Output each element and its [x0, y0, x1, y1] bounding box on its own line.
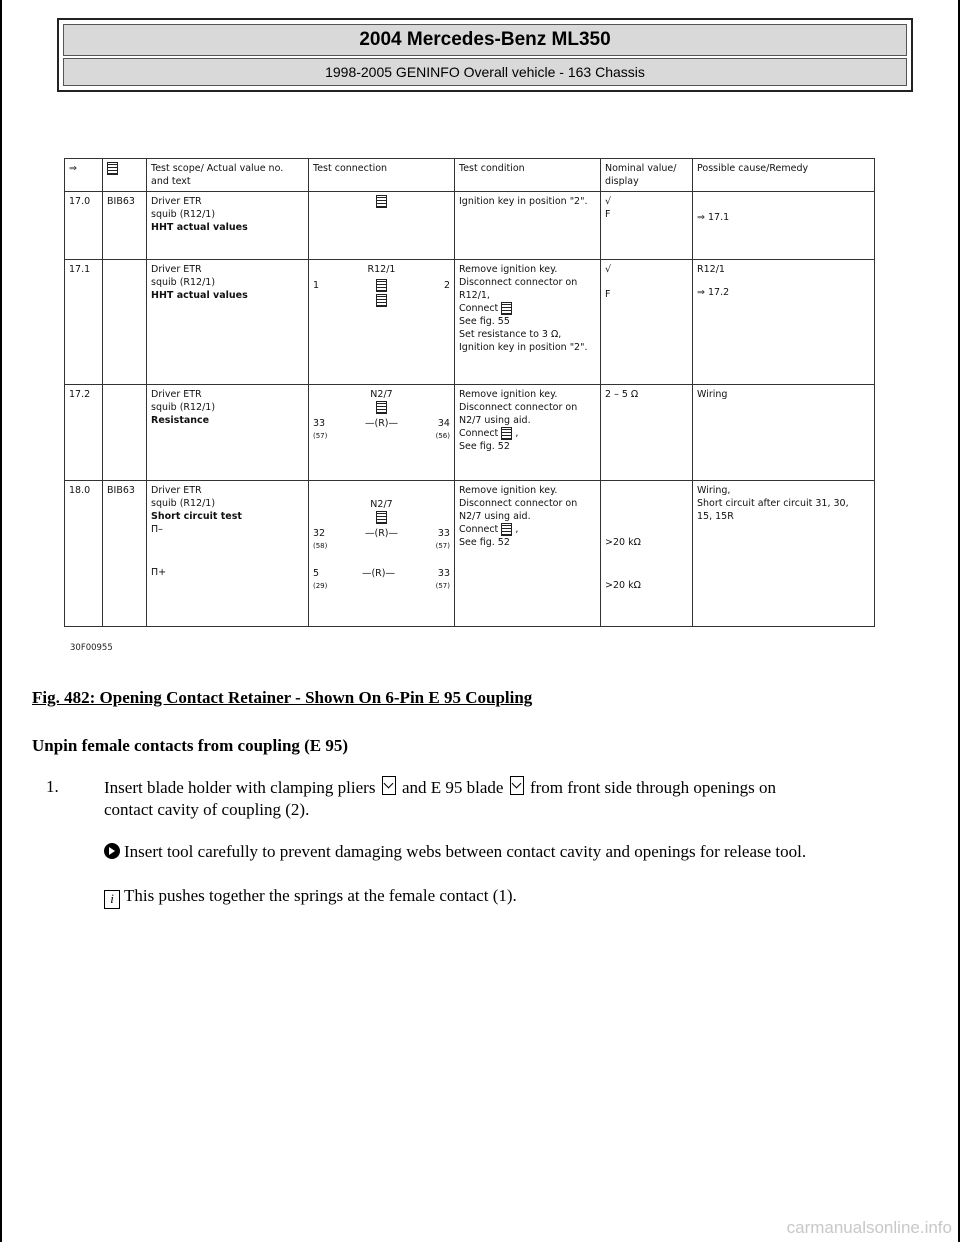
info-icon: i [104, 890, 120, 909]
row-condition: Remove ignition key. Disconnect connector on R12/1, Connect See fig. 55 Set resistance to 3 Ω, Ignition key in position "2". [455, 260, 601, 385]
left-border [0, 0, 2, 1242]
row-code: BIB63 [103, 481, 147, 627]
row-scope: Driver ETR squib (R12/1) Short circuit test Π– Π+ [147, 481, 309, 627]
watermark: carmanualsonline.info [786, 1218, 952, 1237]
row-number: 17.2 [65, 385, 103, 481]
tool-icon[interactable] [510, 776, 524, 795]
row-remedy: Wiring, Short circuit after circuit 31, 30, 15, 15R [693, 481, 875, 627]
row-code: BIB63 [103, 192, 147, 260]
adapter-icon [376, 401, 387, 414]
table-row [65, 192, 875, 260]
row-condition: Ignition key in position "2". [455, 192, 601, 260]
arrow-header: ⇒ [65, 159, 103, 192]
row-code [103, 260, 147, 385]
row-scope: Driver ETR squib (R12/1) Resistance [147, 385, 309, 481]
remedy-header: Possible cause/Remedy [693, 159, 875, 192]
warning-note: Insert tool carefully to prevent damaging webs between contact cavity and openings for release tool. [104, 841, 806, 863]
row-remedy: R12/1 ⇒ 17.2 [693, 260, 875, 385]
scope-header: Test scope/ Actual value no. and text [147, 159, 309, 192]
meter-icon [501, 302, 512, 315]
tester-icon [376, 294, 387, 307]
subheading: Unpin female contacts from coupling (E 95) [32, 736, 349, 755]
row-condition: Remove ignition key. Disconnect connector on N2/7 using aid. Connect , See fig. 52 [455, 385, 601, 481]
row-connection: N2/7 32 —(R)— 33 (58) (57) 5 —(R)— 33 (29) (57) [309, 481, 455, 627]
adapter-icon [501, 427, 512, 440]
adapter-icon [376, 511, 387, 524]
tester-icon [107, 162, 118, 175]
table-header-row [65, 159, 875, 192]
row-nominal: 2 – 5 Ω [601, 385, 693, 481]
tool-icon[interactable] [382, 776, 396, 795]
connection-header: Test connection [309, 159, 455, 192]
condition-header: Test condition [455, 159, 601, 192]
table-row [65, 481, 875, 627]
row-remedy: ⇒ 17.1 [693, 192, 875, 260]
row-remedy: Wiring [693, 385, 875, 481]
row-connection [309, 192, 455, 260]
row-nominal: √ F [601, 260, 693, 385]
row-scope: Driver ETR squib (R12/1) HHT actual values [147, 260, 309, 385]
row-number: 17.1 [65, 260, 103, 385]
step-text: Insert blade holder with clamping pliers and E 95 blade from front side through openings on contact cavity of coupling (2). [104, 778, 776, 819]
row-nominal: √ F [601, 192, 693, 260]
tester-icon-header [103, 159, 147, 192]
row-number: 18.0 [65, 481, 103, 627]
step-number: 1. [46, 777, 59, 796]
table-row [65, 260, 875, 385]
row-connection: R12/1 1 2 [309, 260, 455, 385]
table-row [65, 385, 875, 481]
caution-icon [104, 843, 120, 859]
header-subtitle: 1998-2005 GENINFO Overall vehicle - 163 Chassis [63, 58, 907, 86]
row-scope: Driver ETR squib (R12/1) HHT actual values [147, 192, 309, 260]
figure-title: Fig. 482: Opening Contact Retainer - Shown On 6-Pin E 95 Coupling [32, 688, 533, 707]
row-code [103, 385, 147, 481]
adapter-icon [501, 523, 512, 536]
tester-icon [376, 195, 387, 208]
image-code: 30F00955 [70, 643, 113, 653]
row-connection: N2/7 33 —(R)— 34 (57) (56) [309, 385, 455, 481]
header-title: 2004 Mercedes-Benz ML350 [63, 24, 907, 56]
row-nominal: >20 kΩ >20 kΩ [601, 481, 693, 627]
row-condition: Remove ignition key. Disconnect connector on N2/7 using aid. Connect , See fig. 52 [455, 481, 601, 627]
test-table-figure [64, 158, 876, 658]
document-header [57, 18, 913, 92]
info-note: i This pushes together the springs at the female contact (1). [104, 885, 517, 909]
meter-icon [376, 279, 387, 292]
row-number: 17.0 [65, 192, 103, 260]
nominal-header: Nominal value/ display [601, 159, 693, 192]
test-table [64, 158, 875, 627]
